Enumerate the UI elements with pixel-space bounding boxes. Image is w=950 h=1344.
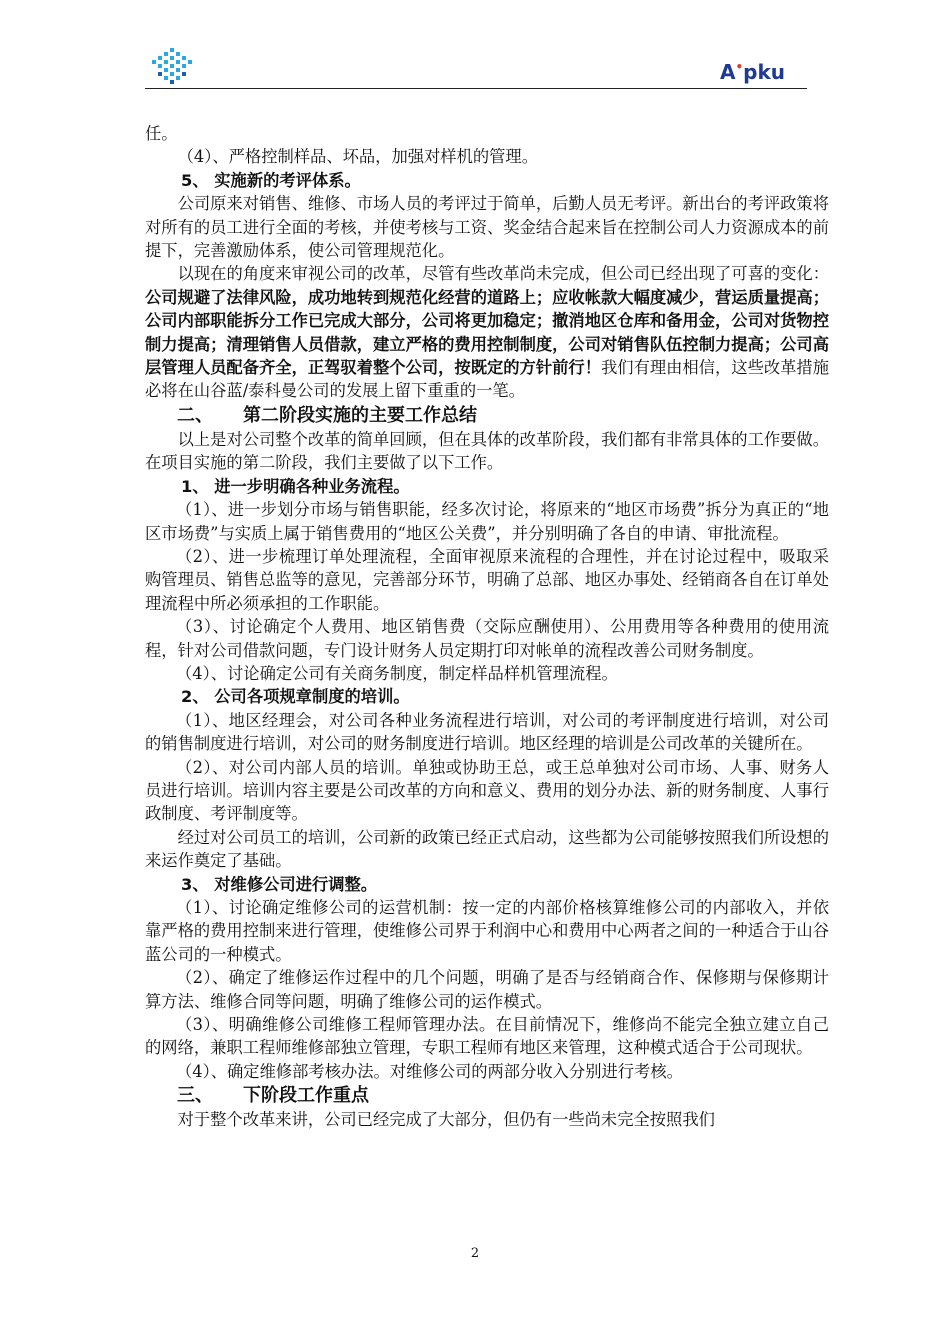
- section-heading: [145, 1084, 829, 1108]
- cube-logo-icon: [150, 46, 194, 86]
- list-item: （1）、地区经理会，对公司各种业务流程进行培训，对公司的考评制度进行培训，对公司的销售制度进行培训，对公司的财务制度进行培训。地区经理的培训是公司改革的关键所在。: [145, 710, 829, 754]
- brand-logo-text-a: A: [720, 60, 736, 84]
- header-divider: [145, 88, 807, 89]
- paragraph-text: 以现在的角度来审视公司的改革，尽管有些改革尚未完成，但公司已经出现了可喜的变化：: [177, 264, 829, 284]
- subheading: 1、 进一步明确各种业务流程。: [181, 476, 410, 496]
- paragraph: 以上是对公司整个改革的简单回顾，但在具体的改革阶段，我们都有非常具体的工作要做。在项目实施的第二阶段，我们主要做了以下工作。: [145, 429, 829, 473]
- list-item: （4）、讨论确定公司有关商务制度，制定样品样机管理流程。: [175, 663, 618, 683]
- paragraph: 公司原来对销售、维修、市场人员的考评过于简单，后勤人员无考评。新出台的考评政策将对所有的员工进行全面的考核，并使考核与工资、奖金结合起来旨在控制公司人力资源成本的前提下，完善激励体系，使公司管理规范化。: [145, 194, 829, 261]
- document-body: [145, 122, 829, 1132]
- section-heading: [145, 404, 829, 428]
- brand-logo: [720, 60, 785, 86]
- paragraph-text: 我们有理由相信，这些改革措施必将在山谷蓝/泰科曼公司的发展上留下重重的一笔。: [145, 358, 829, 401]
- section-title: 下阶段工作重点: [243, 1085, 369, 1107]
- list-item: （1）、讨论确定维修公司的运营机制：按一定的内部价格核算维修公司的内部收入，并依靠严格的费用控制来进行管理，使维修公司界于利润中心和费用中心两者之间的一种适合于山谷蓝公司的一种模式。: [145, 898, 829, 964]
- subheading: 5、 实施新的考评体系。: [181, 170, 361, 190]
- list-item: （2）、对公司内部人员的培训。单独或协助王总，或王总单独对公司市场、人事、财务人员进行培训。培训内容主要是公司改革的方向和意义、费用的划分办法、新的财务制度、人事行政制度、考评制度等。: [145, 757, 829, 824]
- list-item: （3）、明确维修公司维修工程师管理办法。在目前情况下，维修尚不能完全独立建立自己的网络，兼职工程师维修部独立管理，专职工程师有地区来管理，这种模式适合于公司现状。: [145, 1015, 829, 1058]
- brand-logo-text-b: pku: [743, 60, 786, 84]
- subheading: 2、 公司各项规章制度的培训。: [181, 687, 410, 707]
- paragraph: [145, 262, 829, 402]
- paragraph: 对于整个改革来讲，公司已经完成了大部分，但仍有一些尚未完全按照我们: [177, 1110, 715, 1130]
- list-item: （4）、确定维修部考核办法。对维修公司的两部分收入分别进行考核。: [175, 1061, 683, 1081]
- list-item: （3）、讨论确定个人费用、地区销售费（交际应酬使用）、公用费用等各种费用的使用流程，针对公司借款问题，专门设计财务人员定期打印对帐单的流程改善公司财务制度。: [145, 617, 829, 660]
- section-title: 第二阶段实施的主要工作总结: [243, 404, 477, 426]
- paragraph-bold-text: 公司规避了法律风险，成功地转到规范化经营的道路上；应收帐款大幅度减少，营运质量提高；公司内部职能拆分工作已完成大部分，公司将更加稳定；撤消地区仓库和备用金，公司对货物控制力提高；清理销售人员借款，建立严格的费用控制制度，公司对销售队伍控制力提高；公司高层管理人员配备齐全，正驾驭着整个公司，按既定的方针前行！: [145, 287, 829, 378]
- list-item: （2）、进一步梳理订单处理流程，全面审视原来流程的合理性，并在讨论过程中，吸取采购管理员、销售总监等的意见，完善部分环节，明确了总部、地区办事处、经销商各自在订单处理流程中所必须承担的工作职能。: [145, 546, 829, 613]
- page-number: 2: [470, 1246, 480, 1261]
- subheading: 3、 对维修公司进行调整。: [181, 874, 378, 894]
- paragraph: （4）、严格控制样品、坏品，加强对样机的管理。: [177, 147, 538, 167]
- brand-logo-dot: •: [735, 60, 744, 74]
- section-number: 三、: [177, 1085, 213, 1107]
- section-number: 二、: [177, 404, 213, 426]
- list-item: （1）、进一步划分市场与销售职能，经多次讨论，将原来的“地区市场费”拆分为真正的“地区市场费”与实质上属于销售费用的“地区公关费”，并分别明确了各自的申请、审批流程。: [145, 500, 829, 543]
- paragraph: 任。: [145, 124, 178, 143]
- paragraph: 经过对公司员工的培训，公司新的政策已经正式启动，这些都为公司能够按照我们所设想的来运作奠定了基础。: [145, 827, 829, 871]
- list-item: （2）、确定了维修运作过程中的几个问题，明确了是否与经销商合作、保修期与保修期计算方法、维修合同等问题，明确了维修公司的运作模式。: [145, 968, 829, 1011]
